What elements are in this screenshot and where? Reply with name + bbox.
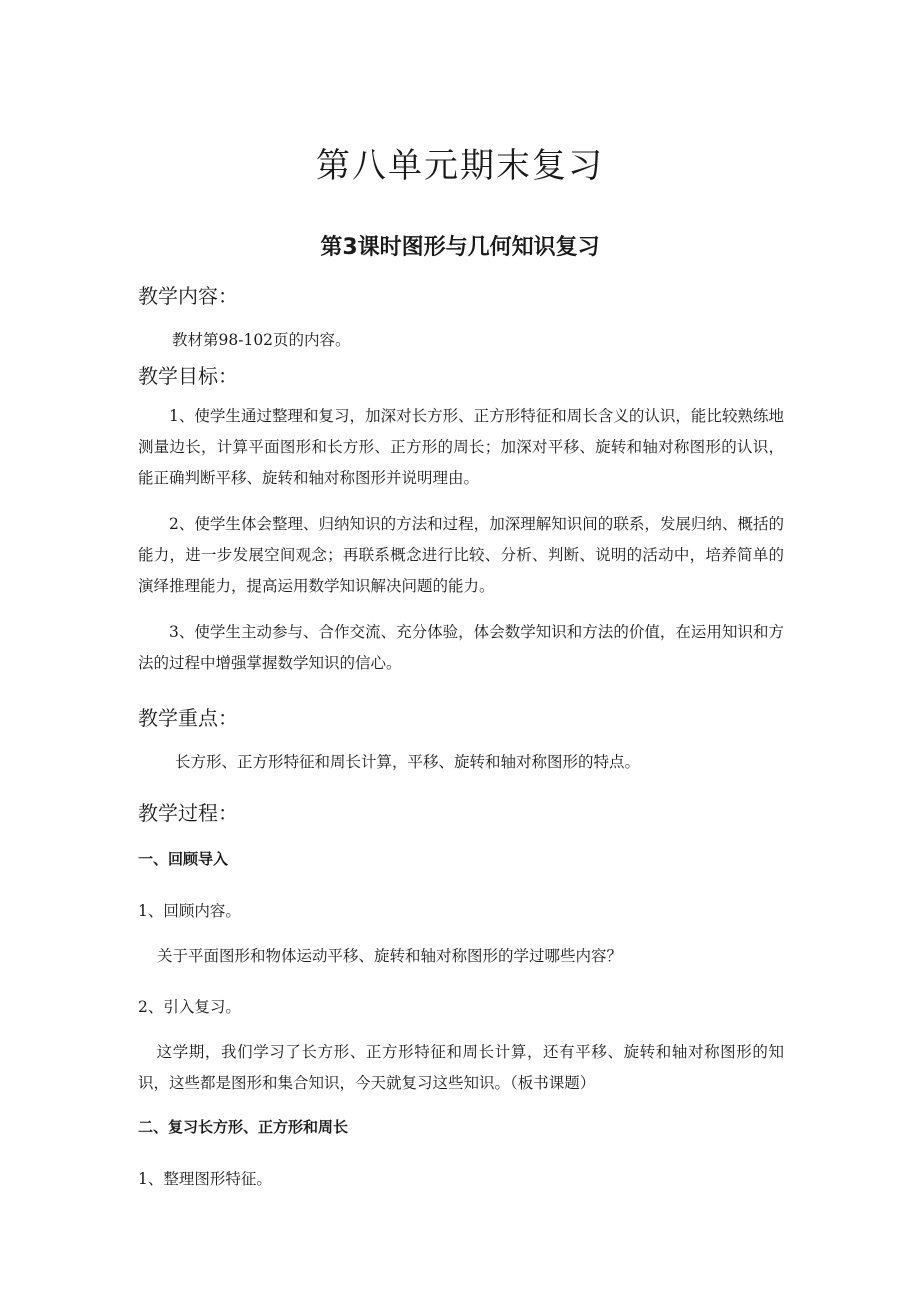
- section-1-step-2-text: 这学期，我们学习了长方形、正方形特征和周长计算，还有平移、旋转和轴对称图形的知识，这些都是图形和集合知识，今天就复习这些知识。（板书课题）: [138, 1043, 784, 1092]
- process-heading: 教学过程：: [138, 801, 238, 825]
- goal-item-1: 1、使学生通过整理和复习，加深对长方形、正方形特征和周长含义的认识，能比较熟练地测量边长，计算平面图形和长方形、正方形的周长；加深对平移、旋转和轴对称图形的认识，能正确判断平移、旋转和轴对称图形并说明理由。: [138, 407, 784, 487]
- goal-item-3: 3、使学生主动参与、合作交流、充分体验，体会数学知识和方法的价值，在运用知识和方法的过程中增强掌握数学知识的信心。: [138, 623, 784, 672]
- document-title: 第八单元期末复习: [316, 146, 604, 186]
- content-heading: 教学内容：: [138, 284, 238, 308]
- section-1-step-1: 1、回顾内容。: [138, 902, 241, 920]
- section-1-title: 一、回顾导入: [138, 850, 229, 868]
- section-2-title: 二、复习长方形、正方形和周长: [138, 1118, 349, 1136]
- section-1-step-2: 2、引入复习。: [138, 998, 241, 1016]
- goals-heading: 教学目标：: [138, 364, 238, 388]
- section-2-step-1: 1、整理图形特征。: [138, 1170, 272, 1188]
- lesson-subtitle: 第3课时图形与几何知识复习: [320, 235, 600, 260]
- content-text: 教材第98-102页的内容。: [172, 331, 351, 349]
- key-points-text: 长方形、正方形特征和周长计算，平移、旋转和轴对称图形的特点。: [175, 753, 641, 771]
- goal-item-2: 2、使学生体会整理、归纳知识的方法和过程，加深理解知识间的联系，发展归纳、概括的能力，进一步发展空间观念；再联系概念进行比较、分析、判断、说明的活动中，培养简单的演绎推理能力，提高运用数学知识解决问题的能力。: [138, 515, 784, 595]
- key-points-heading: 教学重点：: [138, 706, 238, 730]
- section-1-step-1-text: 关于平面图形和物体运动平移、旋转和轴对称图形的学过哪些内容？: [157, 947, 623, 965]
